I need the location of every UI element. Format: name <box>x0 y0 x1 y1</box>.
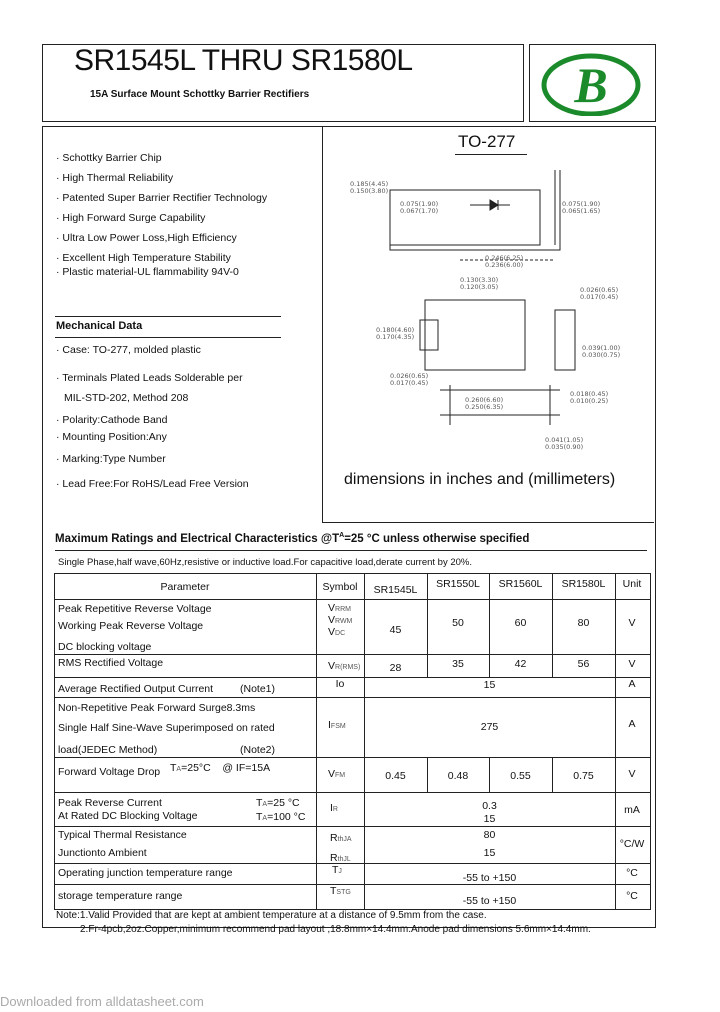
unit-cell: A <box>628 678 636 690</box>
symbol-text: TSTG <box>330 885 351 897</box>
value-cell: 0.45 <box>385 770 406 782</box>
table-row-line <box>54 884 650 885</box>
value-cell: 28 <box>389 662 402 674</box>
dimensions-caption: dimensions in inches and (millimeters) <box>344 471 616 488</box>
value-cell: 15 <box>483 813 496 825</box>
value-cell: 0.75 <box>573 770 594 782</box>
dim-label: 0.018(0.45) <box>570 390 609 398</box>
feature-item: · Schottky Barrier Chip <box>56 152 162 164</box>
dim-label: 0.246(6.25) <box>485 254 524 262</box>
value-cell: 275 <box>480 721 499 733</box>
value-cell: -55 to +150 <box>462 872 517 884</box>
dim-label: 0.026(0.65) <box>580 286 619 294</box>
symbol-text: IR <box>330 802 338 814</box>
symbol-text: VFM <box>328 768 346 780</box>
dim-label: 0.067(1.70) <box>400 207 439 215</box>
value-cell: 0.48 <box>447 770 469 782</box>
param-condition: TA=25°C @ IF=15A <box>170 762 271 774</box>
col-header-part: SR1550L <box>436 578 480 590</box>
mech-rule-bottom <box>55 337 281 338</box>
footer-source: Downloaded from alldatasheet.com <box>0 994 204 1009</box>
param-text: Typical Thermal Resistance <box>58 829 187 841</box>
note-line: Note:1.Valid Provided that are kept at ambient temperature at a distance of 9.5mm from the case. <box>56 910 487 921</box>
value-cell: 42 <box>514 658 527 670</box>
mech-item: · Marking:Type Number <box>56 453 166 465</box>
param-note: (Note1) <box>240 683 276 695</box>
dim-label: 0.180(4.60) <box>376 326 415 334</box>
col-header-parameter: Parameter <box>160 581 210 593</box>
ratings-conditions: Single Phase,half wave,60Hz,resistive or inductive load.For capacitive load,derate current by 20%. <box>58 557 472 568</box>
dim-label: 0.010(0.25) <box>570 397 609 405</box>
param-text: Single Half Sine-Wave Superimposed on rated <box>58 722 275 734</box>
value-cell: 45 <box>389 624 402 636</box>
section-divider <box>322 522 654 523</box>
value-cell: 15 <box>483 679 496 691</box>
col-header-part: SR1560L <box>498 578 543 590</box>
mech-item: · Terminals Plated Leads Solderable per <box>56 372 243 384</box>
col-header-part: SR1580L <box>561 578 606 590</box>
value-cell: -55 to +150 <box>462 895 517 907</box>
dim-label: 0.130(3.30) <box>460 276 499 284</box>
unit-cell: mA <box>624 804 640 816</box>
table-row-line <box>54 863 650 864</box>
mechanical-heading: Mechanical Data <box>56 320 143 332</box>
col-header-symbol: Symbol <box>322 581 358 593</box>
param-text: Peak Repetitive Reverse Voltage <box>58 603 212 615</box>
table-col-line <box>316 573 317 909</box>
param-text: DC blocking voltage <box>58 641 152 653</box>
param-text: Junctionto Ambient <box>58 847 147 859</box>
param-condition: TA=25 °C TA=100 °C <box>256 797 306 823</box>
col-header-unit: Unit <box>622 578 642 590</box>
dim-label: 0.075(1.90) <box>562 200 601 208</box>
mech-item: · Lead Free:For RoHS/Lead Free Version <box>56 478 249 490</box>
value-cell: 60 <box>514 617 527 629</box>
feature-item: · Ultra Low Power Loss,High Efficiency <box>56 232 237 244</box>
param-text: Forward Voltage Drop <box>58 766 161 778</box>
dim-label: 0.030(0.75) <box>582 351 621 359</box>
param-text: Operating junction temperature range <box>58 867 233 879</box>
package-name-underline <box>455 154 527 155</box>
table-row-line <box>54 826 650 827</box>
unit-cell: °C/W <box>619 838 645 850</box>
param-text: Average Rectified Output Current <box>58 683 214 695</box>
feature-item: · Plastic material-UL flammability 94V-0 <box>56 266 239 278</box>
page-title: SR1545L THRU SR1580L <box>74 44 413 77</box>
param-text: Working Peak Reverse Voltage <box>58 620 204 632</box>
dim-label: 0.250(6.35) <box>465 403 504 411</box>
logo-letter: B <box>574 57 608 113</box>
symbol-text: Io <box>335 678 345 690</box>
symbol-text: VR(RMS) <box>328 660 361 672</box>
ratings-heading: Maximum Ratings and Electrical Characteristics $@T^A=25$ °C unless otherwise specified <box>55 532 530 545</box>
table-row-line <box>54 792 650 793</box>
value-cell: 15 <box>483 847 496 859</box>
unit-cell: A <box>628 718 636 730</box>
dim-label: 0.185(4.45) <box>350 180 389 188</box>
param-text: Non-Repetitive Peak Forward Surge8.3ms <box>58 702 256 714</box>
dim-label: 0.150(3.80) <box>350 187 389 195</box>
symbol-text: IFSM <box>328 719 346 731</box>
unit-cell: °C <box>626 890 638 902</box>
value-cell: 80 <box>483 829 496 841</box>
param-note: (Note2) <box>240 744 276 756</box>
param-text: storage temperature range <box>58 890 183 902</box>
symbol-text: VRRM VRWM VDC <box>328 602 353 638</box>
page-subtitle: 15A Surface Mount Schottky Barrier Rectifiers <box>90 89 310 100</box>
unit-cell: V <box>628 768 636 780</box>
mech-item: MIL-STD-202, Method 208 <box>64 392 189 404</box>
unit-cell: V <box>628 658 636 670</box>
package-outline-drawing <box>330 160 650 460</box>
symbol-text: TJ <box>332 864 342 876</box>
unit-cell: V <box>628 617 636 629</box>
dim-label: 0.120(3.05) <box>460 283 499 291</box>
value-cell: 0.55 <box>510 770 531 782</box>
table-row-line <box>54 697 650 698</box>
param-text: At Rated DC Blocking Voltage <box>58 810 198 822</box>
feature-item: · High Forward Surge Capability <box>56 212 206 224</box>
brand-logo <box>540 52 642 116</box>
dim-label: 0.260(6.60) <box>465 396 504 404</box>
table-row-line <box>54 757 650 758</box>
param-text: RMS Rectified Voltage <box>58 657 164 669</box>
feature-item: · Excellent High Temperature Stability <box>56 252 231 264</box>
dim-label: 0.041(1.05) <box>545 436 584 444</box>
col-header-part: SR1545L <box>373 584 418 596</box>
column-divider <box>322 126 323 522</box>
dim-label: 0.039(1.00) <box>582 344 621 352</box>
table-row-line <box>54 599 650 600</box>
symbol-text: RthJA RthJL <box>330 832 352 864</box>
feature-item: · Patented Super Barrier Rectifier Technology <box>56 192 268 204</box>
param-text: Peak Reverse Current <box>58 797 162 809</box>
value-cell: 80 <box>577 617 590 629</box>
dim-label: 0.017(0.45) <box>390 379 429 387</box>
mech-item: · Case: TO-277, molded plastic <box>56 344 201 356</box>
dim-label: 0.017(0.45) <box>580 293 619 301</box>
dim-label: 0.026(0.65) <box>390 372 429 380</box>
dim-label: 0.170(4.35) <box>376 333 415 341</box>
mech-item: · Polarity:Cathode Band <box>56 414 168 426</box>
dim-label: 0.236(6.00) <box>485 261 524 269</box>
dim-label: 0.065(1.65) <box>562 207 601 215</box>
unit-cell: °C <box>626 867 638 879</box>
mech-item: · Mounting Position:Any <box>56 431 167 443</box>
value-cell: 56 <box>577 658 590 670</box>
ratings-rule <box>55 550 647 551</box>
param-text: load(JEDEC Method) <box>58 744 158 756</box>
mech-rule-top <box>55 316 281 317</box>
dim-label: 0.035(0.90) <box>545 443 584 451</box>
table-row-line <box>54 654 650 655</box>
value-cell: 50 <box>452 617 464 629</box>
value-cell: 0.3 <box>482 800 497 812</box>
dim-label: 0.075(1.90) <box>400 200 439 208</box>
package-name: TO-277 <box>458 132 516 151</box>
note-line: 2.Fr-4pcb,2oz.Copper,minimum recommend pad layout ,18.8mm×14.4mm.Anode pad dimensions 5.6mm×14.4mm. <box>80 924 591 935</box>
value-cell: 35 <box>452 658 464 670</box>
feature-item: · High Thermal Reliability <box>56 172 174 184</box>
